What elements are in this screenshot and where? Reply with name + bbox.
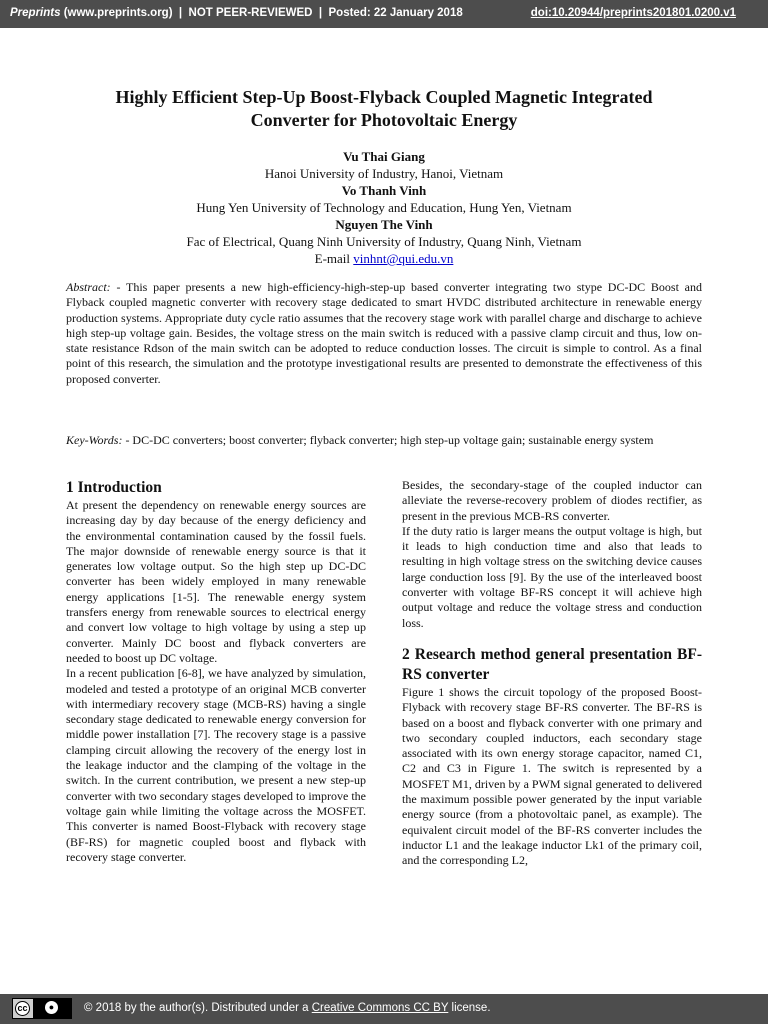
paragraph: If the duty ratio is larger means the output voltage is high, but it leads to high conduction time and also that leads to resulting in high voltage stress on the switching device causes large conduction loss [9]. By the use of the interleaved boost converter with voltage BF-RS concept it will achieve high output voltage and reduce the voltage stress and conduction loss. <box>402 523 702 630</box>
preprint-status-line <box>10 7 463 19</box>
author-block <box>60 148 708 267</box>
section-heading-research-method: 2 Research method general presentation BF-RS converter <box>402 645 702 683</box>
paragraph: In a recent publication [6-8], we have analyzed by simulation, modeled and tested a prototype of an original MCB converter with intermediary recovery stage (MCB-RS) having a single secondary stage dedicated to renewable energy conversion for middle power installation [7]. The recovery stage is a passive clamping circuit allowing the recovery of the energy lost in the leakage inductor and the clamping of the voltage in the switch. In the current contribution, we present a new step-up converter with two secondary stages developed to improve the voltage gain while limiting the voltage across the MOSFET. This converter is named Boost-Flyback with recovery stage (BF-RS) for magnetic coupled boost and flyback with recovery stage converter. <box>66 666 366 864</box>
paragraph: Besides, the secondary-stage of the coupled inductor can alleviate the reverse-recovery problem of diodes rectifier, as present in the previous MCB-RS converter. <box>402 478 702 523</box>
license-footer-bar <box>0 994 768 1024</box>
doi-link[interactable]: doi:10.20944/preprints201801.0200.v1 <box>530 7 736 19</box>
author-affiliation: Fac of Electrical, Quang Ninh University of Industry, Quang Ninh, Vietnam <box>186 234 582 249</box>
paragraph: Figure 1 shows the circuit topology of the proposed Boost-Flyback with recovery stage BF-RS converter. The BF-RS is based on a boost and flyback converter with one primary and two secondary coupled inductors, each secondary stage associated with its own energy storage capacitor, named C1, C2 and C3 in Figure 1. The switch is represented by a MOSFET M1, driven by a PWM signal generated to delivered the maximum possible power generated by the input variable energy source (from a photovoltaic panel, as example). The equivalent circuit model of the BF-RS converter includes the inductor L1 and the leakage inductor Lk1 of the primary coil, and the corresponding L2, <box>402 684 702 868</box>
paper-title <box>40 86 728 132</box>
left-column <box>66 478 366 865</box>
abstract-label: Abstract: <box>66 280 111 294</box>
paper-title-line-1: Highly Efficient Step-Up Boost-Flyback Coupled Magnetic Integrated <box>115 87 653 107</box>
author-affiliation: Hung Yen University of Technology and Education, Hung Yen, Vietnam <box>196 200 572 215</box>
cc-by-bar <box>33 999 72 1018</box>
email-label: E-mail <box>314 251 351 266</box>
copyright-text: © 2018 by the author(s). Distributed under a <box>84 1002 309 1014</box>
separator: | <box>318 7 323 19</box>
preprints-site-link[interactable]: (www.preprints.org) <box>63 7 173 19</box>
email-line <box>60 250 708 267</box>
author-name: Vu Thai Giang <box>343 149 425 164</box>
creative-commons-badge-icon[interactable] <box>12 998 72 1019</box>
keywords-label: Key-Words: <box>66 433 123 447</box>
posted-date: Posted: 22 January 2018 <box>328 7 463 19</box>
right-column <box>402 478 702 869</box>
preprints-brand[interactable]: Preprints <box>10 7 61 19</box>
email-link[interactable]: vinhnt@qui.edu.vn <box>353 251 454 266</box>
paper-title-line-2: Converter for Photovoltaic Energy <box>250 110 518 130</box>
license-suffix: license. <box>451 1002 491 1014</box>
section-heading-introduction: 1 Introduction <box>66 479 162 496</box>
separator: | <box>178 7 183 19</box>
keywords <box>66 433 702 448</box>
license-link[interactable]: Creative Commons CC BY <box>311 1002 449 1014</box>
keywords-text: - DC-DC converters; boost converter; flyback converter; high step-up voltage gain; sustainable energy system <box>125 433 654 447</box>
preprint-header-bar <box>0 0 768 28</box>
abstract-text: - This paper presents a new high-efficiency-high-step-up based converter integrating two stype DC-DC Boost and Flyback coupled magnetic converter with recovery stage dedicated to smart HVDC distributed architecture in renewable energy production systems. Appropriate duty cycle ratio assumes that the recovery stage work with parallel charge and discharge to achieve high step-up voltage gain. Besides, the voltage stress on the main switch is reduced with a passive clamp circuit and thus, low on-state resistance Rdson of the main switch can be adopted to reduce conduction losses. The circuit is simple to control. As a final point of this research, the simulation and the prototype investigational results are presented to demonstrate the effectiveness of this proposed converter. <box>66 280 703 386</box>
license-text <box>84 1002 491 1014</box>
peer-review-status: NOT PEER-REVIEWED <box>188 7 313 19</box>
paragraph: At present the dependency on renewable energy sources are increasing day by day because of the energy deficiency and the environmental contamination caused by the fossil fuels. The major downside of renewable energy source is that it generates low voltage output. So the high step up DC-DC converter has been widely employed in many renewable energy applications [1-5]. The renewable energy system transfers energy from renewable sources to electrical energy and convert low voltage to high voltage by using a step up converter. Mainly DC boost and flyback converters are needed to boost up DC voltage. <box>66 498 366 665</box>
author-name: Vo Thanh Vinh <box>341 183 427 198</box>
cc-icon: cc <box>15 1001 30 1016</box>
author-affiliation: Hanoi University of Industry, Hanoi, Vietnam <box>264 166 504 181</box>
by-person-icon: ● <box>45 1001 58 1014</box>
abstract <box>66 280 702 387</box>
author-name: Nguyen The Vinh <box>335 217 433 232</box>
